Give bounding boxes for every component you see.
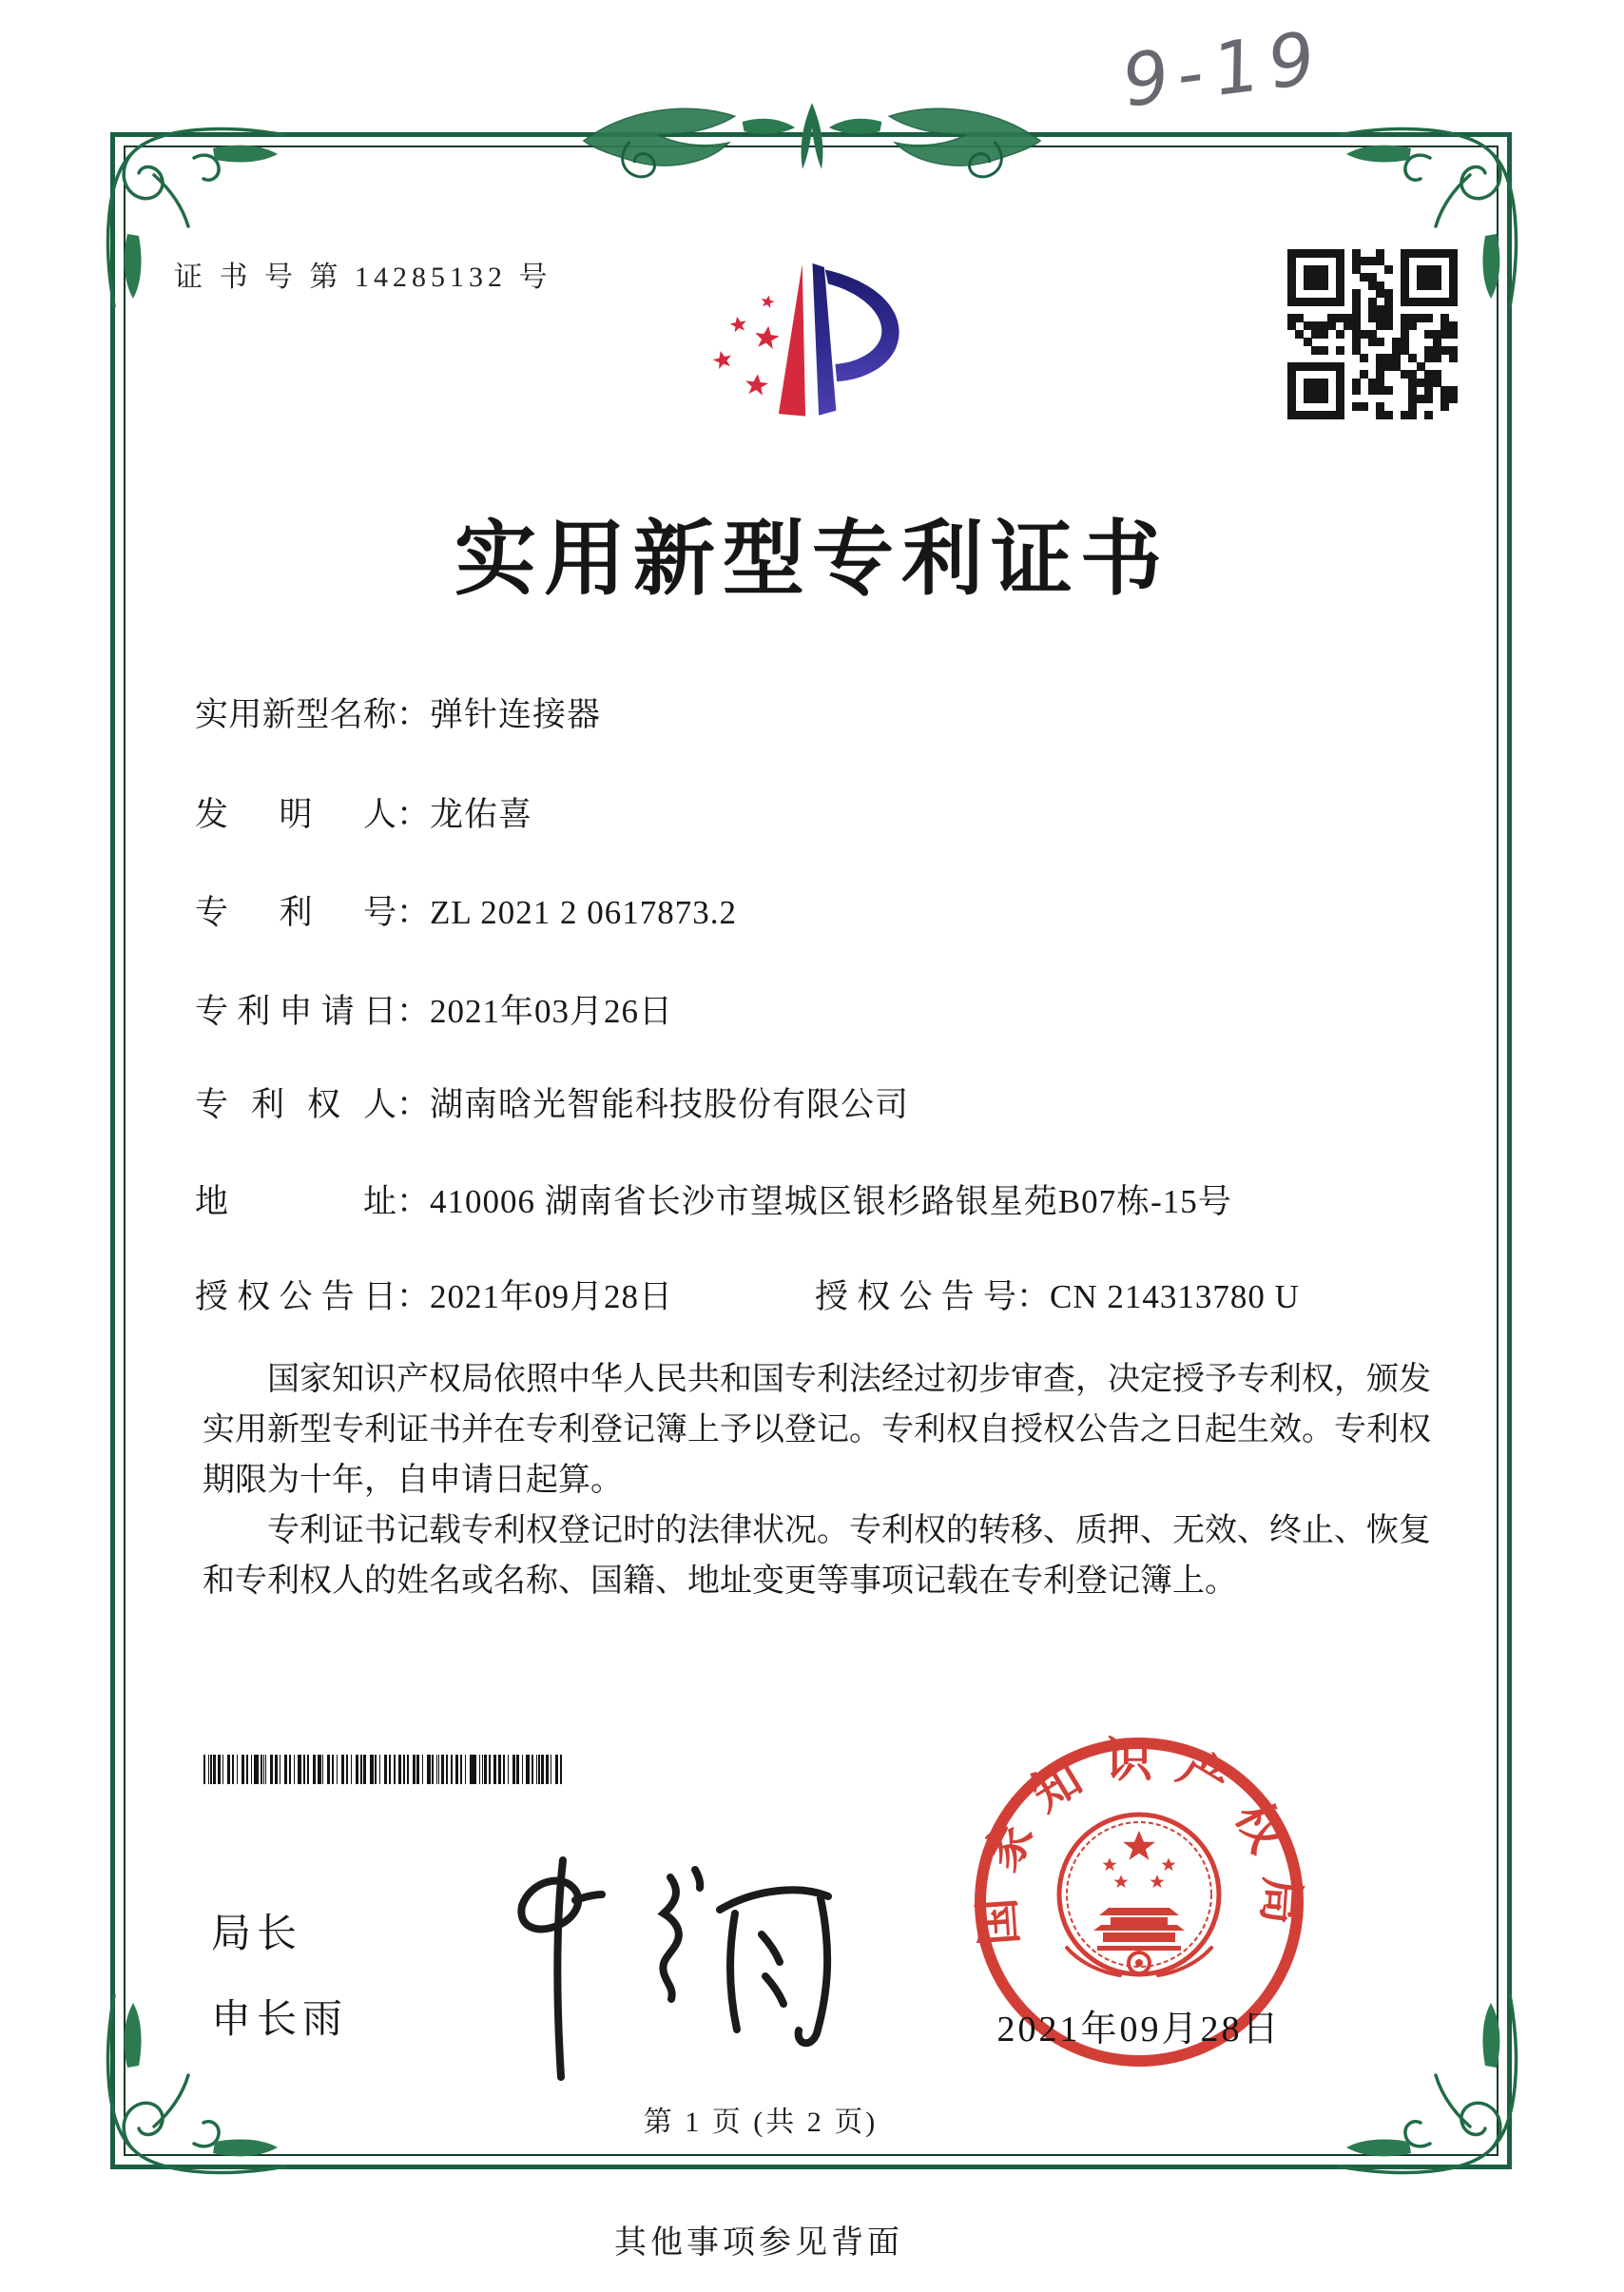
field-value-address: 410006 湖南省长沙市望城区银杉路银星苑B07栋-15号 bbox=[430, 1183, 1232, 1220]
field-value-filing-date: 2021年03月26日 bbox=[430, 993, 674, 1030]
field-label: 实用新型名称 bbox=[195, 696, 396, 733]
field-label: 发明人 bbox=[195, 796, 396, 833]
seal-text: 国家知识产权局 bbox=[968, 1733, 1310, 1948]
field-label: 专利号 bbox=[195, 894, 396, 931]
field-row-grant: 授权公告日：2021年09月28日 授权公告号：CN 214313780 U bbox=[195, 1271, 1431, 1318]
field-row-address: 地址：410006 湖南省长沙市望城区银杉路银星苑B07栋-15号 bbox=[195, 1175, 1431, 1223]
signer-name: 申长雨 bbox=[211, 1998, 349, 2042]
field-label: 专利权人 bbox=[195, 1086, 396, 1123]
paragraph-grant-statement: 国家知识产权局依照中华人民共和国专利法经过初步审查，决定授予专利权，颁发实用新型专利证书并在专利登记簿上予以登记。专利权自授权公告之日起生效。专利权期限为十年，自申请日起算。 bbox=[203, 1362, 1431, 1498]
barcode bbox=[203, 1755, 563, 1784]
signer-title: 局长 bbox=[211, 1913, 303, 1956]
national-emblem-icon bbox=[1059, 1815, 1219, 1975]
field-row-patentee: 专利权人：湖南晗光智能科技股份有限公司 bbox=[195, 1078, 1431, 1126]
cnipa-logo-icon bbox=[686, 236, 938, 464]
document-title: 实用新型专利证书 bbox=[454, 514, 1170, 605]
grant-number-pair: 授权公告号：CN 214313780 U bbox=[815, 1271, 1300, 1318]
field-row-inventor: 发明人：龙佑喜 bbox=[195, 788, 1431, 836]
seal-date: 2021年09月28日 bbox=[996, 2010, 1282, 2049]
field-value-inventor: 龙佑喜 bbox=[430, 796, 533, 833]
page-number: 第 1 页 (共 2 页) bbox=[643, 2107, 879, 2138]
field-value-patent-number: ZL 2021 2 0617873.2 bbox=[430, 894, 737, 931]
field-value-grant-date: 2021年09月28日 bbox=[430, 1278, 674, 1315]
paragraph-register-statement: 专利证书记载专利权登记时的法律状况。专利权的转移、质押、无效、终止、恢复和专利权人的姓名或名称、国籍、地址变更等事项记载在专利登记簿上。 bbox=[203, 1513, 1431, 1599]
body-text bbox=[203, 1354, 1431, 1606]
field-row-filing-date: 专利申请日：2021年03月26日 bbox=[195, 985, 1431, 1033]
back-side-note: 其他事项参见背面 bbox=[614, 2225, 903, 2261]
field-row-patent-number: 专利号：ZL 2021 2 0617873.2 bbox=[195, 886, 1431, 934]
field-label: 专利申请日 bbox=[195, 993, 396, 1030]
field-label: 授权公告号 bbox=[815, 1278, 1016, 1315]
field-label: 授权公告日 bbox=[195, 1278, 396, 1315]
commissioner-signature-icon bbox=[471, 1845, 851, 2092]
field-row-name: 实用新型名称：弹针连接器 bbox=[195, 689, 1431, 736]
field-label: 地址 bbox=[195, 1183, 396, 1220]
field-value-grant-number: CN 214313780 U bbox=[1050, 1278, 1300, 1315]
field-value-utility-model-name: 弹针连接器 bbox=[430, 696, 602, 733]
handwritten-annotation: 9-19 bbox=[1122, 13, 1324, 125]
certificate-number: 证 书 号 第 14285132 号 bbox=[174, 262, 552, 293]
field-value-patentee: 湖南晗光智能科技股份有限公司 bbox=[430, 1086, 910, 1123]
qr-code bbox=[1287, 249, 1457, 418]
